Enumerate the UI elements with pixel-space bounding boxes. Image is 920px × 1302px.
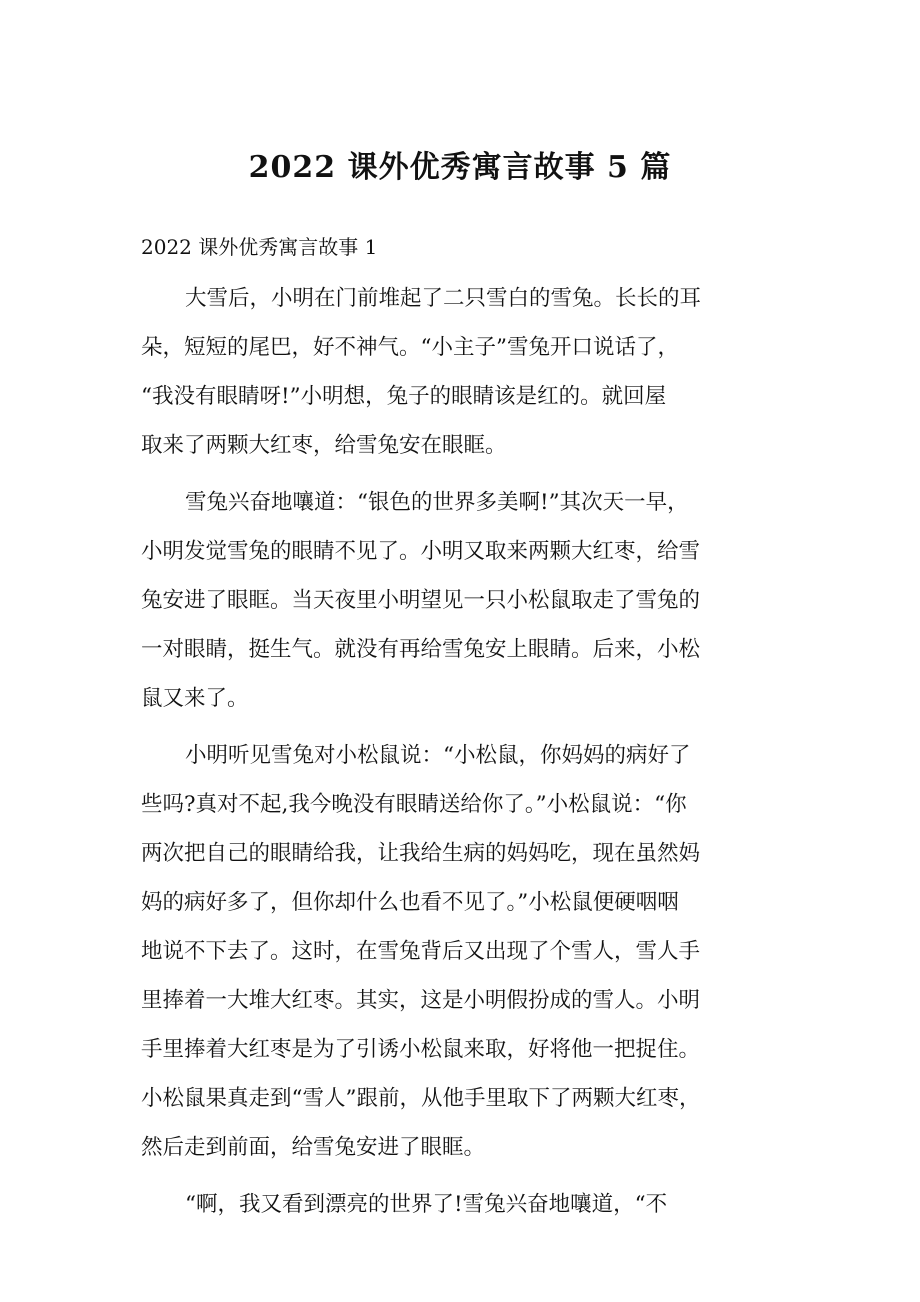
text-line: 地说不下去了。这时，在雪兔背后又出现了个雪人，雪人手 [141, 939, 701, 964]
story-body [141, 274, 801, 1237]
paragraph-2 [141, 478, 801, 723]
paragraph-4 [141, 1180, 801, 1229]
paragraph-3 [141, 731, 801, 1172]
text-line: 鼠又来了。 [141, 686, 249, 711]
text-line: 里捧着一大堆大红枣。其实，这是小明假扮成的雪人。小明 [141, 988, 701, 1013]
text-line: 妈的病好多了，但你却什么也看不见了。”小松鼠便硬咽咽 [141, 890, 679, 915]
story-subtitle: 2022 课外优秀寓言故事 1 [141, 235, 378, 259]
text-line: “啊，我又看到漂亮的世界了!雪兔兴奋地嚷道，“不 [185, 1192, 668, 1217]
text-line: 手里捧着大红枣是为了引诱小松鼠来取，好将他一把捉住。 [141, 1037, 701, 1062]
text-line: 朵，短短的尾巴，好不神气。“小主子”雪兔开口说话了， [141, 335, 679, 360]
text-line: 然后走到前面，给雪兔安进了眼眶。 [141, 1135, 486, 1160]
text-line: 兔安进了眼眶。当天夜里小明望见一只小松鼠取走了雪兔的 [141, 588, 701, 613]
text-line: 些吗?真对不起,我今晚没有眼睛送给你了。”小松鼠说：“你 [141, 792, 687, 817]
text-line: 小松鼠果真走到“雪人”跟前，从他手里取下了两颗大红枣， [141, 1086, 701, 1111]
paragraph-1 [141, 274, 801, 470]
page-title: 2022 课外优秀寓言故事 5 篇 [248, 150, 672, 185]
text-line: 小明听见雪兔对小松鼠说：“小松鼠，你妈妈的病好了 [185, 743, 691, 768]
text-line: 一对眼睛，挺生气。就没有再给雪兔安上眼睛。后来，小松 [141, 637, 701, 662]
text-line: 取来了两颗大红枣，给雪兔安在眼眶。 [141, 433, 507, 458]
text-line: 小明发觉雪兔的眼睛不见了。小明又取来两颗大红枣，给雪 [141, 539, 701, 564]
text-line: 雪兔兴奋地嚷道：“银色的世界多美啊!”其次天一早， [185, 490, 689, 515]
text-line: “我没有眼睛呀!”小明想，兔子的眼睛该是红的。就回屋 [141, 384, 667, 409]
text-line: 两次把自己的眼睛给我，让我给生病的妈妈吃，现在虽然妈 [141, 841, 701, 866]
text-line: 大雪后，小明在门前堆起了二只雪白的雪兔。长长的耳 [185, 286, 702, 311]
